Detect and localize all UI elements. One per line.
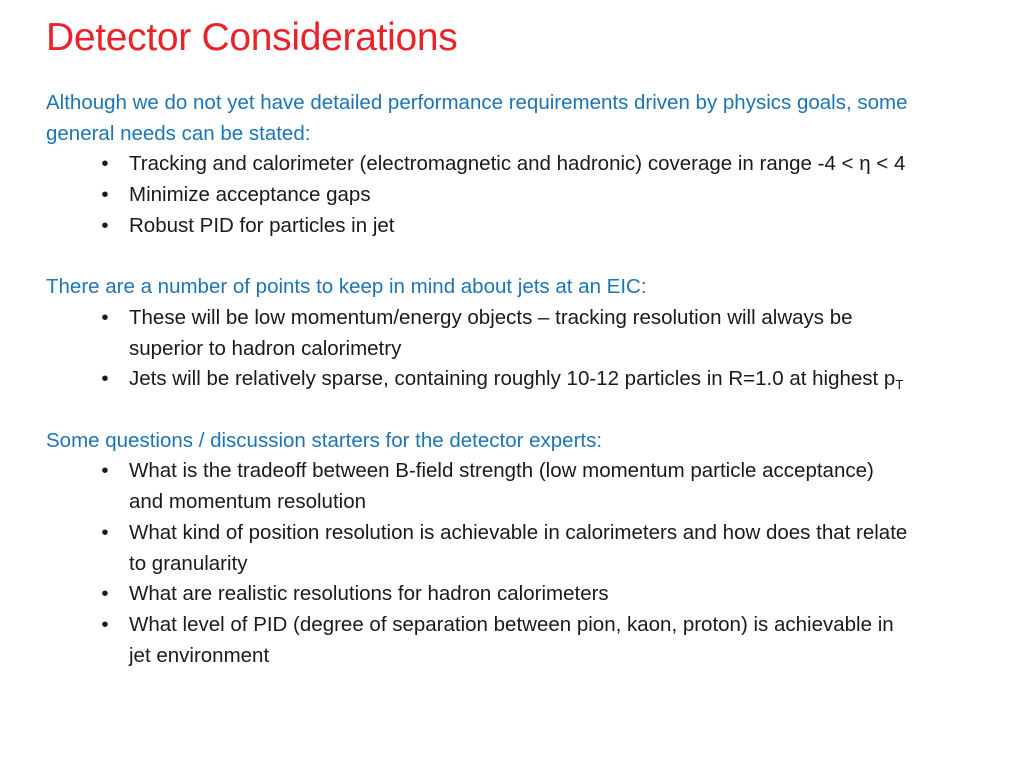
section-3-bullets [46,456,946,671]
section-2-bullets [46,303,946,395]
bullet-icon: • [101,152,109,176]
list-item [46,364,909,395]
list-item [46,610,909,671]
list-item [46,456,909,517]
bullet-text: Jets will be relatively sparse, containing roughly 10-12 particles in R=1.0 at highest p [129,367,896,391]
bullet-icon: • [101,305,109,329]
section-spacer [46,242,946,273]
slide-title: Detector Considerations [46,16,458,59]
bullet-text: What level of PID (degree of separation between pion, kaon, proton) is achievable in jet environment [129,612,894,667]
list-item [46,180,909,211]
list-item [46,579,909,610]
bullet-icon: • [101,520,109,544]
list-item [46,149,909,180]
bullet-text: What kind of position resolution is achievable in calorimeters and how does that relate to granularity [129,520,908,575]
bullet-icon: • [101,367,109,391]
slide-body [46,88,946,671]
list-item [46,518,909,579]
bullet-icon: • [101,582,109,606]
bullet-icon: • [101,183,109,207]
section-spacer [46,395,946,426]
bullet-text: Minimize acceptance gaps [129,183,371,207]
bullet-icon: • [101,213,109,237]
section-2-lead: There are a number of points to keep in mind about jets at an EIC: [46,275,647,299]
bullet-text: These will be low momentum/energy objects – tracking resolution will always be superior to hadron calorimetry [129,305,853,360]
bullet-icon: • [101,459,109,483]
list-item [46,303,909,364]
section-1-lead: Although we do not yet have detailed performance requirements driven by physics goals, some general needs can be stated: [46,91,908,145]
bullet-text: What are realistic resolutions for hadron calorimeters [129,582,609,606]
section-3-lead: Some questions / discussion starters for the detector experts: [46,428,603,452]
section-1-bullets [46,149,946,241]
list-item [46,211,909,242]
pt-subscript: T [895,377,904,393]
bullet-text: What is the tradeoff between B-field strength (low momentum particle acceptance) and momentum resolution [129,459,874,514]
bullet-text: Robust PID for particles in jet [129,213,395,237]
bullet-text: Tracking and calorimeter (electromagnetic and hadronic) coverage in range -4 < η < 4 [129,152,906,176]
bullet-icon: • [101,612,109,636]
